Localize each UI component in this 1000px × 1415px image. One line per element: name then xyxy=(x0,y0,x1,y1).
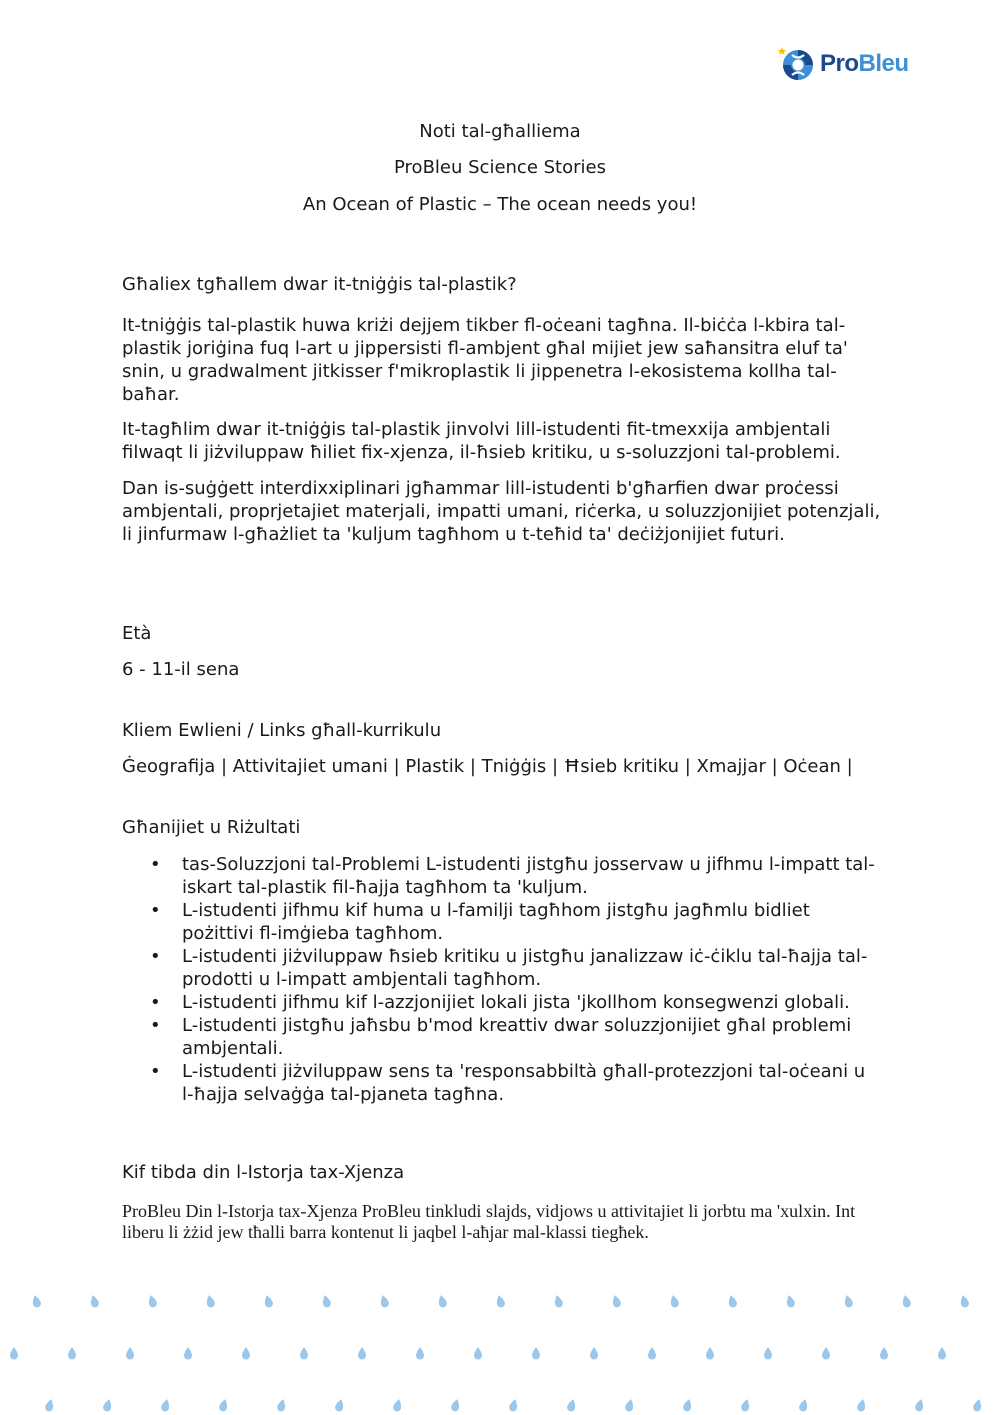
droplet-dot xyxy=(508,1398,519,1412)
droplet-dot xyxy=(669,1294,680,1308)
keywords-list: Ġeografija | Attivitajiet umani | Plastik | Tniġġis | Ħsieb kritiku | Xmajjar | Oċean | xyxy=(122,756,853,777)
droplet-dot xyxy=(68,1347,76,1360)
droplet-dot xyxy=(242,1347,250,1360)
droplet-dot xyxy=(416,1347,424,1360)
why-paragraph-3: Dan is-suġġett interdixxiplinari jgħammar lill-istudenti b'għarfien dwar proċessi ambjentali, proprjetajiet materjali, impatti umani, riċerka, u soluzzjonijiet potenzjali, li jinfurmaw l-għażliet ta 'kuljum tagħhom u t-teħid ta' deċiżjonijiet futuri. xyxy=(122,478,881,545)
droplet-dot xyxy=(321,1294,332,1308)
droplet-pattern xyxy=(0,1280,1000,1415)
goals-list xyxy=(122,853,882,1106)
list-item: • L-istudenti jistgħu jaħsbu b'mod kreattiv dwar soluzzjonijiet għal problemi ambjentali. xyxy=(150,1015,852,1059)
droplet-dot xyxy=(706,1347,714,1360)
droplet-dot xyxy=(764,1347,772,1360)
list-item: • tas-Soluzzjoni tal-Problemi L-istudenti jistgħu josservaw u jifhmu l-impatt tal-iskart tal-plastik fil-ħajja tagħhom ta 'kuljum. xyxy=(150,854,875,898)
droplet-dot xyxy=(682,1398,693,1412)
bullet: • xyxy=(150,1061,161,1082)
droplet-dot xyxy=(276,1398,287,1412)
story-title: An Ocean of Plastic – The ocean needs you! xyxy=(302,194,698,215)
list-item: • L-istudenti jiżviluppaw sens ta 'responsabbiltà għall-protezzjoni tal-oċeani u l-ħajja selvaġġa tal-pjaneta tagħna. xyxy=(150,1061,866,1105)
droplet-dot xyxy=(553,1294,564,1308)
droplet-dot xyxy=(624,1398,635,1412)
droplet-dot xyxy=(785,1294,796,1308)
doc-subtitle: ProBleu Science Stories xyxy=(394,157,606,178)
droplet-dot xyxy=(959,1294,970,1308)
droplet-dot xyxy=(392,1398,403,1412)
droplet-dot xyxy=(379,1294,390,1308)
droplet-dot xyxy=(590,1347,598,1360)
droplet-dot xyxy=(822,1347,830,1360)
why-paragraph-1: It-tniġġis tal-plastik huwa kriżi dejjem tikber fl-oċeani tagħna. Il-biċċa l-kbira tal-plastik joriġina fuq l-art u jippersisti fl-ambjent għal mijiet jew saħansitra eluf ta' snin, u gradwalment jitkisser f'mikroplastik li jippenetra l-ekosistema kollha tal-baħar. xyxy=(122,315,848,405)
droplet-dot xyxy=(880,1347,888,1360)
droplet-dot xyxy=(901,1294,912,1308)
probleu-logo-text: ProBleu xyxy=(820,50,909,77)
bullet: • xyxy=(150,900,161,921)
goals-heading: Għanijiet u Riżultati xyxy=(122,817,301,838)
doc-title: Noti tal-għalliema xyxy=(419,121,581,142)
droplet-dot xyxy=(798,1398,809,1412)
droplet-dot xyxy=(450,1398,461,1412)
list-item: • L-istudenti jiżviluppaw ħsieb kritiku u jistgħu janalizzaw iċ-ċiklu tal-ħajja tal-prodotti u l-impatt ambjentali tagħhom. xyxy=(150,946,868,990)
droplet-dot xyxy=(938,1347,946,1360)
start-heading: Kif tibda din l-Istorja tax-Xjenza xyxy=(122,1162,405,1183)
droplet-dot xyxy=(843,1294,854,1308)
bullet: • xyxy=(150,946,161,967)
droplet-dot xyxy=(972,1398,983,1412)
droplet-dot xyxy=(147,1294,158,1308)
droplet-dot xyxy=(727,1294,738,1308)
probleu-logo xyxy=(776,44,909,84)
droplet-dot xyxy=(126,1347,134,1360)
droplet-dot xyxy=(218,1398,229,1412)
droplet-dot xyxy=(31,1294,42,1308)
why-heading: Għaliex tgħallem dwar it-tniġġis tal-plastik? xyxy=(122,274,517,295)
droplet-dot xyxy=(102,1398,113,1412)
droplet-dot xyxy=(437,1294,448,1308)
droplet-dot xyxy=(89,1294,100,1308)
start-paragraph: ProBleu Din l-Istorja tax-Xjenza ProBleu tinkludi slajds, vidjows u attivitajiet li jorbtu ma 'xulxin. Int liberu li żżid jew tħalli barra kontenut li jaqbel l-aħjar mal-klassi tiegħek. xyxy=(122,1201,856,1242)
why-paragraph-2: It-tagħlim dwar it-tniġġis tal-plastik jinvolvi lill-istudenti fit-tmexxija ambjentali filwaqt li jiżviluppaw ħiliet fix-xjenza, il-ħsieb kritiku, u s-soluzzjoni tal-problemi. xyxy=(122,419,841,463)
droplet-dot xyxy=(611,1294,622,1308)
droplet-dot xyxy=(740,1398,751,1412)
age-heading: Età xyxy=(122,623,152,644)
droplet-dot xyxy=(300,1347,308,1360)
droplet-dot xyxy=(334,1398,345,1412)
droplet-dot xyxy=(914,1398,925,1412)
list-item: • L-istudenti jifhmu kif huma u l-familji tagħhom jistgħu jagħmlu bidliet pożittivi fl-imġieba tagħhom. xyxy=(150,900,810,944)
droplet-dot xyxy=(532,1347,540,1360)
droplet-dot xyxy=(648,1347,656,1360)
droplet-dot xyxy=(205,1294,216,1308)
droplet-dot xyxy=(358,1347,366,1360)
bullet: • xyxy=(150,854,161,875)
probleu-logo-icon xyxy=(776,44,816,84)
droplet-dot xyxy=(10,1347,18,1360)
droplet-dot xyxy=(263,1294,274,1308)
droplet-dot xyxy=(160,1398,171,1412)
keywords-heading: Kliem Ewlieni / Links għall-kurrikulu xyxy=(122,720,442,741)
droplet-dot xyxy=(44,1398,55,1412)
droplet-dot xyxy=(184,1347,192,1360)
age-value: 6 - 11-il sena xyxy=(122,659,240,680)
droplet-dot xyxy=(495,1294,506,1308)
droplet-dot xyxy=(566,1398,577,1412)
list-item: • L-istudenti jifhmu kif l-azzjonijiet lokali jista 'jkollhom konsegwenzi globali. xyxy=(150,992,850,1013)
droplet-dot xyxy=(856,1398,867,1412)
bullet: • xyxy=(150,1015,161,1036)
droplet-dot xyxy=(474,1347,482,1360)
bullet: • xyxy=(150,992,161,1013)
